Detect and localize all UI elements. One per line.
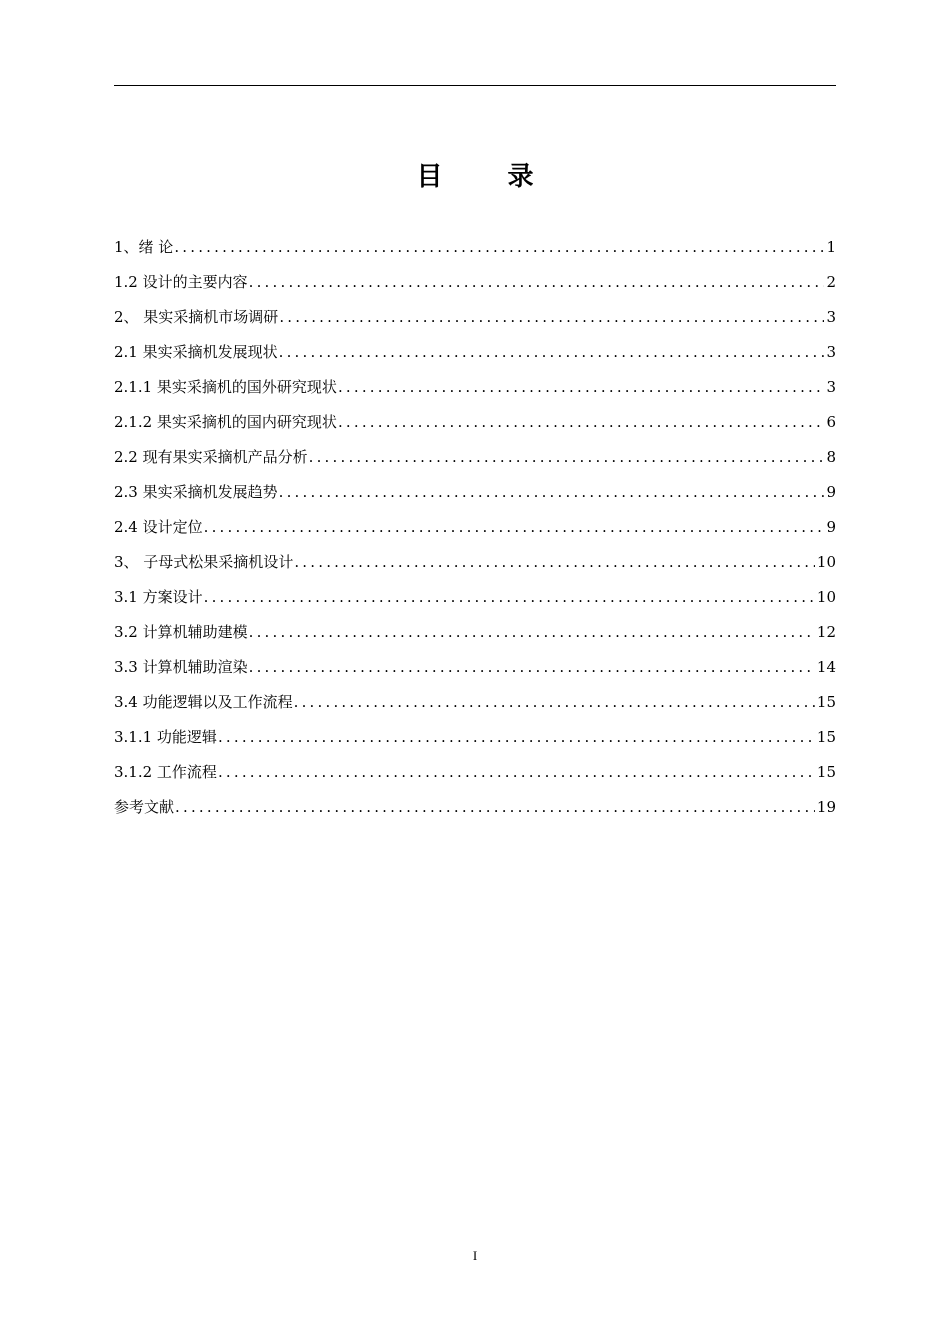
toc-entry-page: 12 (816, 623, 836, 641)
toc-entry[interactable] (114, 440, 836, 475)
toc-entry-label: 3.1.2 工作流程 (114, 763, 217, 781)
page-number: I (472, 1248, 478, 1263)
toc-entry[interactable] (114, 755, 836, 790)
toc-entry[interactable] (114, 300, 836, 335)
toc-entry-label: 1、绪 论 (114, 238, 174, 256)
toc-leader-dots (294, 545, 815, 580)
toc-entry-label: 3、 子母式松果采摘机设计 (114, 553, 294, 571)
toc-leader-dots (218, 720, 815, 755)
toc-entry[interactable] (114, 720, 836, 755)
toc-entry[interactable] (114, 370, 836, 405)
toc-entry[interactable] (114, 230, 836, 265)
toc-entry-page: 6 (826, 413, 836, 431)
toc-entry[interactable] (114, 685, 836, 720)
toc-entry[interactable] (114, 545, 836, 580)
toc-entry-page: 9 (826, 483, 836, 501)
toc-leader-dots (309, 440, 825, 475)
toc-entry[interactable] (114, 405, 836, 440)
toc-entry-page: 8 (826, 448, 836, 466)
toc-entry-label: 2.3 果实采摘机发展趋势 (114, 483, 278, 501)
toc-entry-label: 2.1.1 果实采摘机的国外研究现状 (114, 378, 337, 396)
toc-entry[interactable] (114, 650, 836, 685)
toc-entry-label: 3.2 计算机辅助建模 (114, 623, 248, 641)
toc-entry-label: 2.1.2 果实采摘机的国内研究现状 (114, 413, 337, 431)
toc-entry-page: 15 (816, 693, 836, 711)
toc-leader-dots (175, 790, 815, 825)
toc-entry[interactable] (114, 510, 836, 545)
toc-entry[interactable] (114, 580, 836, 615)
toc-entry-page: 3 (826, 343, 836, 361)
toc-entry-page: 15 (816, 728, 836, 746)
toc-leader-dots (279, 335, 825, 370)
toc-leader-dots (279, 475, 825, 510)
toc-entry-label: 3.1.1 功能逻辑 (114, 728, 217, 746)
toc-entry-page: 9 (826, 518, 836, 536)
toc-leader-dots (204, 510, 825, 545)
toc-entry-label: 2、 果实采摘机市场调研 (114, 308, 279, 326)
page-title: 目 录 (416, 162, 562, 193)
toc-entry-page: 3 (826, 378, 836, 396)
toc-entry-label: 2.1 果实采摘机发展现状 (114, 343, 278, 361)
toc-entry-label: 2.2 现有果实采摘机产品分析 (114, 448, 308, 466)
toc-leader-dots (279, 300, 824, 335)
toc-leader-dots (249, 650, 815, 685)
toc-entry-page: 19 (816, 798, 836, 816)
toc-leader-dots (204, 580, 815, 615)
toc-leader-dots (294, 685, 815, 720)
toc-entry[interactable] (114, 335, 836, 370)
toc-entry[interactable] (114, 790, 836, 825)
toc-entry-label: 3.3 计算机辅助渲染 (114, 658, 248, 676)
toc-leader-dots (338, 405, 825, 440)
toc-entry-page: 14 (816, 658, 836, 676)
header-rule (114, 85, 836, 86)
toc-entry-label: 参考文献 (114, 798, 175, 816)
toc-leader-dots (218, 755, 815, 790)
toc-leader-dots (249, 265, 825, 300)
table-of-contents (114, 230, 836, 825)
toc-entry-page: 10 (816, 588, 836, 606)
toc-entry-label: 2.4 设计定位 (114, 518, 203, 536)
toc-entry-page: 10 (816, 553, 836, 571)
toc-entry[interactable] (114, 615, 836, 650)
toc-entry-page: 1 (826, 238, 836, 256)
toc-entry-page: 2 (826, 273, 836, 291)
toc-entry-label: 3.4 功能逻辑以及工作流程 (114, 693, 293, 711)
toc-leader-dots (249, 615, 815, 650)
toc-entry-label: 3.1 方案设计 (114, 588, 203, 606)
toc-entry-page: 3 (826, 308, 836, 326)
toc-leader-dots (338, 370, 825, 405)
toc-entry[interactable] (114, 265, 836, 300)
toc-entry-label: 1.2 设计的主要内容 (114, 273, 248, 291)
toc-entry[interactable] (114, 475, 836, 510)
toc-leader-dots (174, 230, 824, 265)
toc-entry-page: 15 (816, 763, 836, 781)
